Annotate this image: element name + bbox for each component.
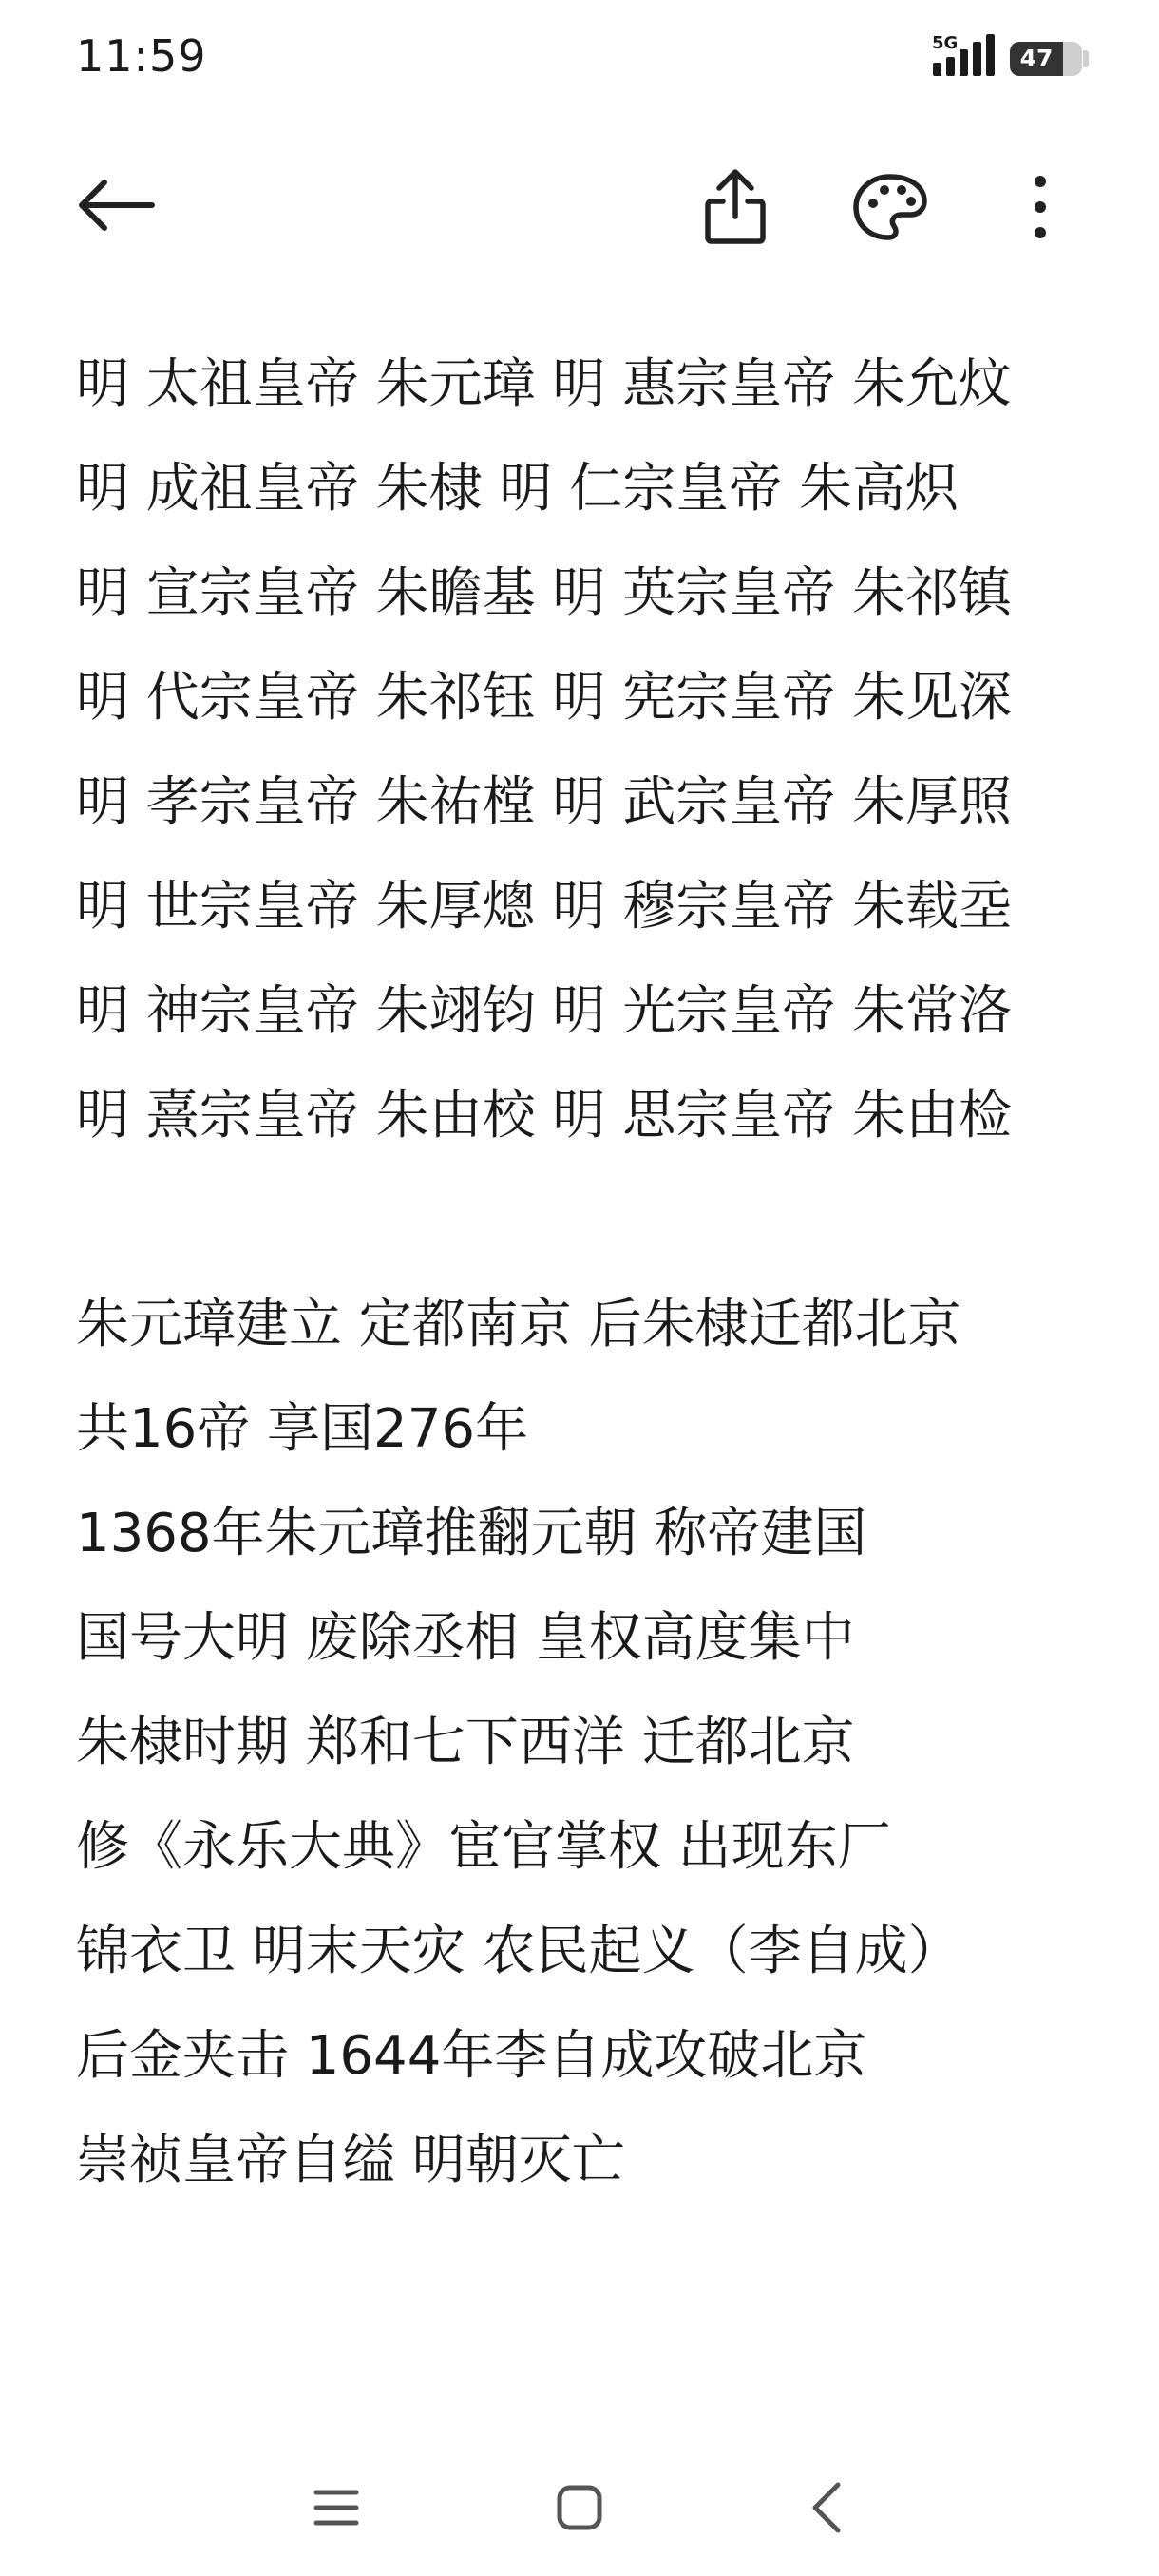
note-line: 朱元璋建立 定都南京 后朱棣迁都北京 [76,1294,961,1355]
share-button[interactable] [688,160,783,255]
home-button[interactable] [522,2451,636,2565]
note-line: 明 太祖皇帝 朱元璋 明 惠宗皇帝 朱允炆 [76,353,1013,415]
menu-icon [313,2487,360,2529]
note-line: 崇祯皇帝自缢 明朝灭亡 [76,2130,625,2191]
signal-icon [931,34,999,80]
network-type-label: 5G [932,33,959,53]
note-line: 国号大明 废除丞相 皇权高度集中 [76,1607,855,1669]
back-chevron-icon [809,2481,844,2534]
recent-apps-button[interactable] [279,2451,393,2565]
more-options-button[interactable] [993,160,1088,255]
note-line: 锦衣卫 明末天灾 农民起义（李自成） [76,1921,961,1982]
battery-cap [1083,50,1089,67]
note-line: 明 神宗皇帝 朱翊钧 明 光宗皇帝 朱常洛 [76,980,1013,1042]
home-square-icon [556,2484,603,2531]
status-time: 11:59 [76,30,207,82]
back-button[interactable] [68,158,163,253]
note-line: 共16帝 享国276年 [76,1398,528,1460]
share-icon [702,167,769,247]
battery-percentage: 47 [1019,45,1054,72]
palette-icon [852,173,928,241]
note-line: 明 成祖皇帝 朱棣 明 仁宗皇帝 朱高炽 [76,458,960,520]
note-line: 明 世宗皇帝 朱厚熜 明 穆宗皇帝 朱载坖 [76,876,1013,938]
theme-button[interactable] [843,160,938,255]
system-nav-bar [0,2451,1159,2576]
note-line: 修《永乐大典》宦官掌权 出现东厂 [76,1816,891,1878]
more-vertical-icon [1031,174,1050,240]
note-line: 后金夹击 1644年李自成攻破北京 [76,2025,867,2087]
note-line: 朱棣时期 郑和七下西洋 迁都北京 [76,1712,855,1773]
note-line: 明 宣宗皇帝 朱瞻基 明 英宗皇帝 朱祁镇 [76,562,1013,624]
note-content[interactable] [76,332,1102,2213]
note-line: 明 熹宗皇帝 朱由校 明 思宗皇帝 朱由检 [76,1085,1013,1146]
note-line: 明 代宗皇帝 朱祁钰 明 宪宗皇帝 朱见深 [76,667,1013,729]
nav-back-button[interactable] [770,2451,884,2565]
note-line: 1368年朱元璋推翻元朝 称帝建国 [76,1503,867,1564]
status-bar [0,0,1159,123]
battery-icon [1010,42,1082,76]
note-blank-line [76,1168,1102,1273]
arrow-left-icon [76,177,156,234]
note-line: 明 孝宗皇帝 朱祐樘 明 武宗皇帝 朱厚照 [76,771,1013,833]
